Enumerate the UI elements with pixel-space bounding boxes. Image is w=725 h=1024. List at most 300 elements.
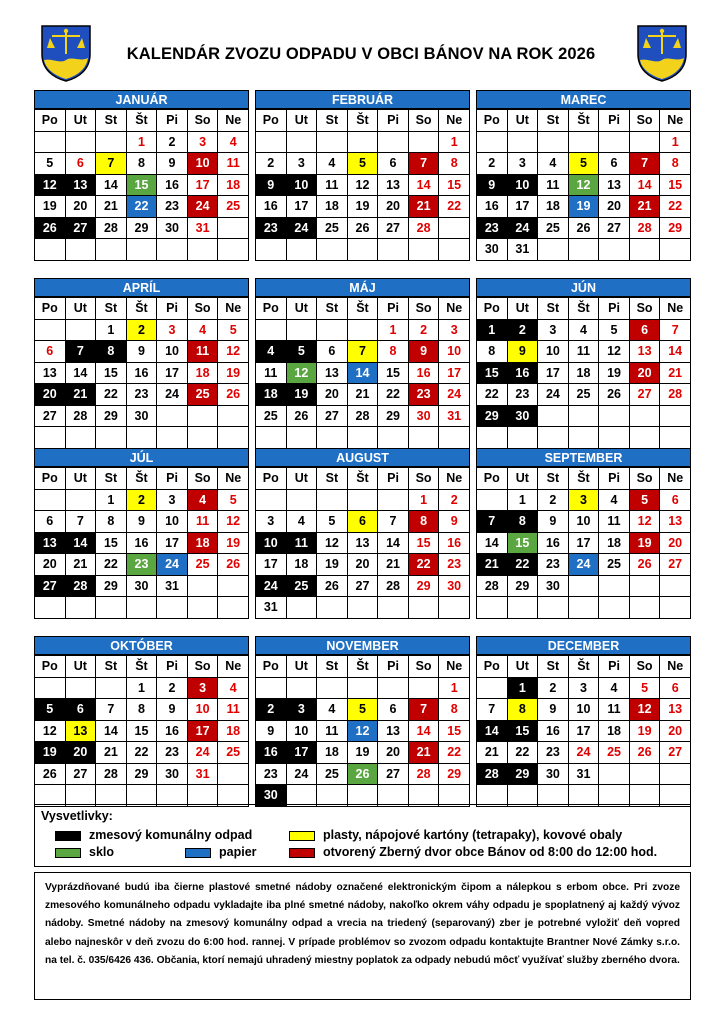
day-cell: 18 bbox=[317, 196, 348, 218]
week-row bbox=[256, 427, 470, 449]
empty-cell bbox=[347, 489, 378, 511]
empty-cell bbox=[286, 319, 317, 341]
day-cell: 28 bbox=[477, 763, 508, 785]
weekday-label: Pi bbox=[157, 298, 188, 320]
month-name: NOVEMBER bbox=[255, 636, 470, 655]
day-cell: 1 bbox=[477, 319, 508, 341]
day-cell: 28 bbox=[408, 763, 439, 785]
day-cell: 27 bbox=[347, 575, 378, 597]
day-cell: 2 bbox=[538, 677, 569, 699]
empty-cell bbox=[408, 239, 439, 261]
weekday-label: Št bbox=[568, 298, 599, 320]
empty-cell bbox=[507, 785, 538, 807]
day-cell: 29 bbox=[408, 575, 439, 597]
week-row bbox=[35, 742, 249, 764]
weekday-label: Po bbox=[35, 298, 66, 320]
empty-cell bbox=[286, 489, 317, 511]
coat-of-arms-icon bbox=[636, 24, 688, 82]
day-cell: 26 bbox=[629, 554, 660, 576]
day-cell: 20 bbox=[660, 720, 691, 742]
weekday-label: Št bbox=[568, 110, 599, 132]
week-row bbox=[35, 575, 249, 597]
day-cell: 20 bbox=[65, 196, 96, 218]
weekday-label: Ut bbox=[286, 110, 317, 132]
weekday-label: Ne bbox=[439, 468, 470, 490]
empty-cell bbox=[568, 131, 599, 153]
day-cell: 9 bbox=[256, 720, 287, 742]
day-cell: 8 bbox=[378, 341, 409, 363]
day-cell: 8 bbox=[439, 153, 470, 175]
empty-cell bbox=[660, 763, 691, 785]
day-cell: 9 bbox=[126, 511, 157, 533]
day-cell: 27 bbox=[65, 217, 96, 239]
day-cell: 18 bbox=[218, 174, 249, 196]
empty-cell bbox=[599, 575, 630, 597]
day-cell: 17 bbox=[568, 720, 599, 742]
week-row bbox=[477, 362, 691, 384]
empty-cell bbox=[65, 131, 96, 153]
day-cell: 26 bbox=[218, 384, 249, 406]
day-cell: 25 bbox=[599, 554, 630, 576]
week-row bbox=[477, 405, 691, 427]
day-cell: 3 bbox=[568, 677, 599, 699]
week-row bbox=[35, 532, 249, 554]
day-cell: 27 bbox=[317, 405, 348, 427]
week-row bbox=[35, 131, 249, 153]
month-name: MAREC bbox=[476, 90, 691, 109]
day-cell: 22 bbox=[126, 196, 157, 218]
day-cell: 28 bbox=[65, 575, 96, 597]
week-row bbox=[256, 196, 470, 218]
week-row bbox=[35, 699, 249, 721]
day-cell: 24 bbox=[256, 575, 287, 597]
empty-cell bbox=[317, 131, 348, 153]
day-cell: 23 bbox=[157, 196, 188, 218]
empty-cell bbox=[599, 597, 630, 619]
day-cell: 22 bbox=[378, 384, 409, 406]
day-cell: 8 bbox=[507, 699, 538, 721]
day-cell: 26 bbox=[629, 742, 660, 764]
week-row bbox=[35, 405, 249, 427]
day-cell: 24 bbox=[187, 742, 218, 764]
day-cell: 15 bbox=[507, 532, 538, 554]
day-cell: 20 bbox=[599, 196, 630, 218]
day-cell: 21 bbox=[347, 384, 378, 406]
day-cell: 7 bbox=[477, 511, 508, 533]
day-cell: 6 bbox=[378, 699, 409, 721]
day-cell: 21 bbox=[477, 554, 508, 576]
day-cell: 9 bbox=[256, 174, 287, 196]
day-cell: 27 bbox=[660, 554, 691, 576]
day-cell: 15 bbox=[126, 174, 157, 196]
empty-cell bbox=[157, 405, 188, 427]
day-cell: 5 bbox=[347, 699, 378, 721]
day-cell: 4 bbox=[187, 489, 218, 511]
day-cell: 6 bbox=[629, 319, 660, 341]
month-name: MÁJ bbox=[255, 278, 470, 297]
weekday-label: So bbox=[408, 656, 439, 678]
day-cell: 4 bbox=[187, 319, 218, 341]
empty-cell bbox=[256, 427, 287, 449]
day-cell: 16 bbox=[126, 532, 157, 554]
day-cell: 12 bbox=[347, 174, 378, 196]
day-cell: 11 bbox=[218, 699, 249, 721]
day-cell: 18 bbox=[286, 554, 317, 576]
empty-cell bbox=[65, 239, 96, 261]
day-cell: 4 bbox=[218, 131, 249, 153]
empty-cell bbox=[286, 785, 317, 807]
weekday-label: Št bbox=[347, 468, 378, 490]
day-cell: 26 bbox=[218, 554, 249, 576]
day-cell: 14 bbox=[347, 362, 378, 384]
week-row bbox=[256, 362, 470, 384]
day-cell: 18 bbox=[599, 720, 630, 742]
week-row bbox=[477, 489, 691, 511]
empty-cell bbox=[568, 239, 599, 261]
day-cell: 21 bbox=[96, 196, 127, 218]
day-cell: 10 bbox=[568, 511, 599, 533]
weekday-label: Ut bbox=[507, 298, 538, 320]
weekday-label: Ut bbox=[507, 468, 538, 490]
day-cell: 11 bbox=[568, 341, 599, 363]
empty-cell bbox=[660, 785, 691, 807]
empty-cell bbox=[408, 427, 439, 449]
weekday-label: Št bbox=[126, 298, 157, 320]
empty-cell bbox=[157, 597, 188, 619]
day-cell: 8 bbox=[439, 699, 470, 721]
week-row bbox=[35, 384, 249, 406]
day-cell: 14 bbox=[96, 720, 127, 742]
day-cell: 7 bbox=[65, 511, 96, 533]
empty-cell bbox=[256, 319, 287, 341]
weekday-label: So bbox=[187, 298, 218, 320]
day-cell: 12 bbox=[286, 362, 317, 384]
day-cell: 28 bbox=[629, 217, 660, 239]
empty-cell bbox=[477, 489, 508, 511]
month-3 bbox=[476, 90, 691, 261]
empty-cell bbox=[439, 597, 470, 619]
empty-cell bbox=[599, 239, 630, 261]
day-cell: 24 bbox=[568, 554, 599, 576]
day-cell: 3 bbox=[157, 319, 188, 341]
day-cell: 10 bbox=[286, 174, 317, 196]
weekday-row bbox=[256, 468, 470, 490]
month-10 bbox=[34, 636, 249, 807]
week-row bbox=[477, 532, 691, 554]
day-cell: 1 bbox=[408, 489, 439, 511]
day-cell: 7 bbox=[96, 699, 127, 721]
day-cell: 3 bbox=[568, 489, 599, 511]
day-cell: 16 bbox=[256, 742, 287, 764]
day-cell: 12 bbox=[35, 174, 66, 196]
day-cell: 25 bbox=[187, 554, 218, 576]
day-cell: 30 bbox=[477, 239, 508, 261]
day-cell: 25 bbox=[256, 405, 287, 427]
empty-cell bbox=[317, 785, 348, 807]
day-cell: 14 bbox=[408, 174, 439, 196]
weekday-label: St bbox=[538, 298, 569, 320]
day-cell: 13 bbox=[35, 362, 66, 384]
weekday-label: St bbox=[96, 468, 127, 490]
day-cell: 4 bbox=[538, 153, 569, 175]
month-table bbox=[34, 297, 249, 449]
day-cell: 21 bbox=[96, 742, 127, 764]
day-cell: 28 bbox=[477, 575, 508, 597]
day-cell: 13 bbox=[378, 720, 409, 742]
day-cell: 19 bbox=[347, 196, 378, 218]
empty-cell bbox=[96, 677, 127, 699]
weekday-label: Ne bbox=[439, 298, 470, 320]
empty-cell bbox=[599, 131, 630, 153]
week-row bbox=[35, 239, 249, 261]
month-table bbox=[255, 655, 470, 807]
day-cell: 20 bbox=[347, 554, 378, 576]
day-cell: 22 bbox=[507, 554, 538, 576]
legend-item-red bbox=[289, 845, 657, 859]
empty-cell bbox=[629, 427, 660, 449]
day-cell: 29 bbox=[378, 405, 409, 427]
weekday-label: Ne bbox=[218, 656, 249, 678]
weekday-label: Št bbox=[126, 468, 157, 490]
weekday-label: Pi bbox=[599, 656, 630, 678]
day-cell: 24 bbox=[187, 196, 218, 218]
weekday-label: So bbox=[408, 298, 439, 320]
day-cell: 10 bbox=[157, 341, 188, 363]
day-cell: 20 bbox=[378, 196, 409, 218]
day-cell: 17 bbox=[538, 362, 569, 384]
weekday-label: Pi bbox=[599, 110, 630, 132]
day-cell: 1 bbox=[439, 677, 470, 699]
weekday-label: Ut bbox=[286, 468, 317, 490]
empty-cell bbox=[477, 677, 508, 699]
day-cell: 7 bbox=[408, 153, 439, 175]
empty-cell bbox=[660, 597, 691, 619]
weekday-row bbox=[35, 656, 249, 678]
empty-cell bbox=[218, 239, 249, 261]
empty-cell bbox=[218, 427, 249, 449]
day-cell: 23 bbox=[408, 384, 439, 406]
empty-cell bbox=[347, 239, 378, 261]
day-cell: 18 bbox=[256, 384, 287, 406]
day-cell: 7 bbox=[629, 153, 660, 175]
empty-cell bbox=[317, 597, 348, 619]
legend-title: Vysvetlivky: bbox=[41, 809, 113, 823]
weekday-label: Po bbox=[477, 656, 508, 678]
month-name: DECEMBER bbox=[476, 636, 691, 655]
empty-cell bbox=[568, 785, 599, 807]
empty-cell bbox=[439, 785, 470, 807]
day-cell: 30 bbox=[538, 763, 569, 785]
day-cell: 6 bbox=[65, 153, 96, 175]
weekday-label: Št bbox=[126, 110, 157, 132]
empty-cell bbox=[568, 597, 599, 619]
day-cell: 11 bbox=[538, 174, 569, 196]
empty-cell bbox=[218, 785, 249, 807]
day-cell: 30 bbox=[538, 575, 569, 597]
weekday-label: Po bbox=[35, 110, 66, 132]
week-row bbox=[256, 763, 470, 785]
month-table bbox=[34, 109, 249, 261]
weekday-label: Pi bbox=[157, 110, 188, 132]
day-cell: 25 bbox=[538, 217, 569, 239]
day-cell: 28 bbox=[96, 217, 127, 239]
day-cell: 18 bbox=[317, 742, 348, 764]
empty-cell bbox=[65, 677, 96, 699]
day-cell: 13 bbox=[660, 511, 691, 533]
day-cell: 28 bbox=[96, 763, 127, 785]
day-cell: 1 bbox=[660, 131, 691, 153]
day-cell: 14 bbox=[96, 174, 127, 196]
empty-cell bbox=[660, 405, 691, 427]
weekday-label: St bbox=[317, 298, 348, 320]
day-cell: 8 bbox=[96, 341, 127, 363]
day-cell: 27 bbox=[629, 384, 660, 406]
week-row bbox=[477, 785, 691, 807]
week-row bbox=[256, 131, 470, 153]
week-row bbox=[477, 239, 691, 261]
empty-cell bbox=[317, 239, 348, 261]
day-cell: 2 bbox=[256, 153, 287, 175]
day-cell: 10 bbox=[157, 511, 188, 533]
day-cell: 25 bbox=[317, 763, 348, 785]
empty-cell bbox=[477, 131, 508, 153]
week-row bbox=[256, 384, 470, 406]
yellow-swatch bbox=[289, 831, 315, 841]
day-cell: 8 bbox=[477, 341, 508, 363]
weekday-label: Po bbox=[35, 656, 66, 678]
empty-cell bbox=[599, 427, 630, 449]
day-cell: 25 bbox=[286, 575, 317, 597]
day-cell: 21 bbox=[408, 742, 439, 764]
day-cell: 23 bbox=[507, 384, 538, 406]
weekday-label: Po bbox=[256, 656, 287, 678]
day-cell: 27 bbox=[35, 405, 66, 427]
day-cell: 24 bbox=[286, 763, 317, 785]
weekday-label: Pi bbox=[157, 656, 188, 678]
empty-cell bbox=[126, 785, 157, 807]
empty-cell bbox=[629, 239, 660, 261]
info-note: Vyprázdňované budú iba čierne plastové smetné nádoby označené elektronickým čipom a nálepkou s erbom obce. Pri zvoze zmesového komunálneho odpadu vykladajte iba plné smetné nádoby, nakoľko okrem váhy odpadu je spoplatnený aj každý vývoz nádoby. Smetné nádoby na zmesový komunálny odpad a vrecia na triedený (separovaný) zber je potrebné vyložiť deň vopred alebo najneskôr v deň zvozu do 6:00 hod. rannej. V prípade problémov so zvozom odpadu kontaktujte Brantner Nové Zámky s.r.o. na tel. č. 035/6426 436. Občania, ktorí nemajú uhradený miestny poplatok za odpady nebudú môcť využívať služby zberného dvora. bbox=[34, 872, 691, 1000]
empty-cell bbox=[286, 239, 317, 261]
week-row bbox=[35, 677, 249, 699]
day-cell: 1 bbox=[126, 131, 157, 153]
weekday-label: So bbox=[629, 110, 660, 132]
empty-cell bbox=[218, 405, 249, 427]
empty-cell bbox=[378, 427, 409, 449]
day-cell: 8 bbox=[507, 511, 538, 533]
legend-item-green bbox=[55, 845, 114, 859]
day-cell: 16 bbox=[157, 174, 188, 196]
day-cell: 26 bbox=[568, 217, 599, 239]
day-cell: 27 bbox=[65, 763, 96, 785]
day-cell: 7 bbox=[660, 319, 691, 341]
day-cell: 4 bbox=[286, 511, 317, 533]
empty-cell bbox=[317, 489, 348, 511]
day-cell: 19 bbox=[286, 384, 317, 406]
month-2 bbox=[255, 90, 470, 261]
day-cell: 5 bbox=[629, 677, 660, 699]
empty-cell bbox=[439, 239, 470, 261]
month-name: APRÍL bbox=[34, 278, 249, 297]
day-cell: 10 bbox=[256, 532, 287, 554]
day-cell: 22 bbox=[439, 196, 470, 218]
empty-cell bbox=[378, 597, 409, 619]
month-9 bbox=[476, 448, 691, 619]
day-cell: 8 bbox=[408, 511, 439, 533]
weekday-label: Ne bbox=[218, 110, 249, 132]
day-cell: 22 bbox=[408, 554, 439, 576]
week-row bbox=[256, 174, 470, 196]
day-cell: 29 bbox=[507, 575, 538, 597]
weekday-row bbox=[256, 298, 470, 320]
weekday-label: Št bbox=[347, 110, 378, 132]
day-cell: 9 bbox=[157, 699, 188, 721]
empty-cell bbox=[378, 785, 409, 807]
day-cell: 26 bbox=[317, 575, 348, 597]
day-cell: 6 bbox=[35, 341, 66, 363]
weekday-row bbox=[35, 468, 249, 490]
day-cell: 31 bbox=[256, 597, 287, 619]
weekday-label: Pi bbox=[599, 468, 630, 490]
day-cell: 3 bbox=[286, 153, 317, 175]
empty-cell bbox=[507, 427, 538, 449]
day-cell: 25 bbox=[218, 196, 249, 218]
empty-cell bbox=[568, 575, 599, 597]
legend-item-black bbox=[55, 828, 252, 842]
day-cell: 1 bbox=[126, 677, 157, 699]
day-cell: 16 bbox=[538, 720, 569, 742]
empty-cell bbox=[35, 319, 66, 341]
week-row bbox=[477, 153, 691, 175]
empty-cell bbox=[317, 427, 348, 449]
day-cell: 14 bbox=[477, 720, 508, 742]
month-name: AUGUST bbox=[255, 448, 470, 467]
day-cell: 15 bbox=[660, 174, 691, 196]
day-cell: 14 bbox=[408, 720, 439, 742]
day-cell: 23 bbox=[538, 742, 569, 764]
day-cell: 29 bbox=[477, 405, 508, 427]
day-cell: 4 bbox=[317, 699, 348, 721]
day-cell: 2 bbox=[256, 699, 287, 721]
empty-cell bbox=[286, 427, 317, 449]
empty-cell bbox=[187, 597, 218, 619]
empty-cell bbox=[157, 427, 188, 449]
weekday-label: So bbox=[408, 110, 439, 132]
day-cell: 10 bbox=[187, 699, 218, 721]
weekday-label: St bbox=[317, 468, 348, 490]
weekday-label: St bbox=[538, 110, 569, 132]
day-cell: 17 bbox=[187, 720, 218, 742]
empty-cell bbox=[65, 489, 96, 511]
day-cell: 6 bbox=[347, 511, 378, 533]
day-cell: 9 bbox=[126, 341, 157, 363]
empty-cell bbox=[96, 239, 127, 261]
empty-cell bbox=[599, 763, 630, 785]
week-row bbox=[477, 196, 691, 218]
weekday-label: Ut bbox=[65, 656, 96, 678]
day-cell: 30 bbox=[439, 575, 470, 597]
day-cell: 1 bbox=[507, 677, 538, 699]
empty-cell bbox=[538, 405, 569, 427]
empty-cell bbox=[439, 427, 470, 449]
day-cell: 23 bbox=[126, 384, 157, 406]
day-cell: 2 bbox=[408, 319, 439, 341]
day-cell: 29 bbox=[507, 763, 538, 785]
week-row bbox=[35, 720, 249, 742]
empty-cell bbox=[660, 239, 691, 261]
empty-cell bbox=[65, 785, 96, 807]
day-cell: 24 bbox=[286, 217, 317, 239]
